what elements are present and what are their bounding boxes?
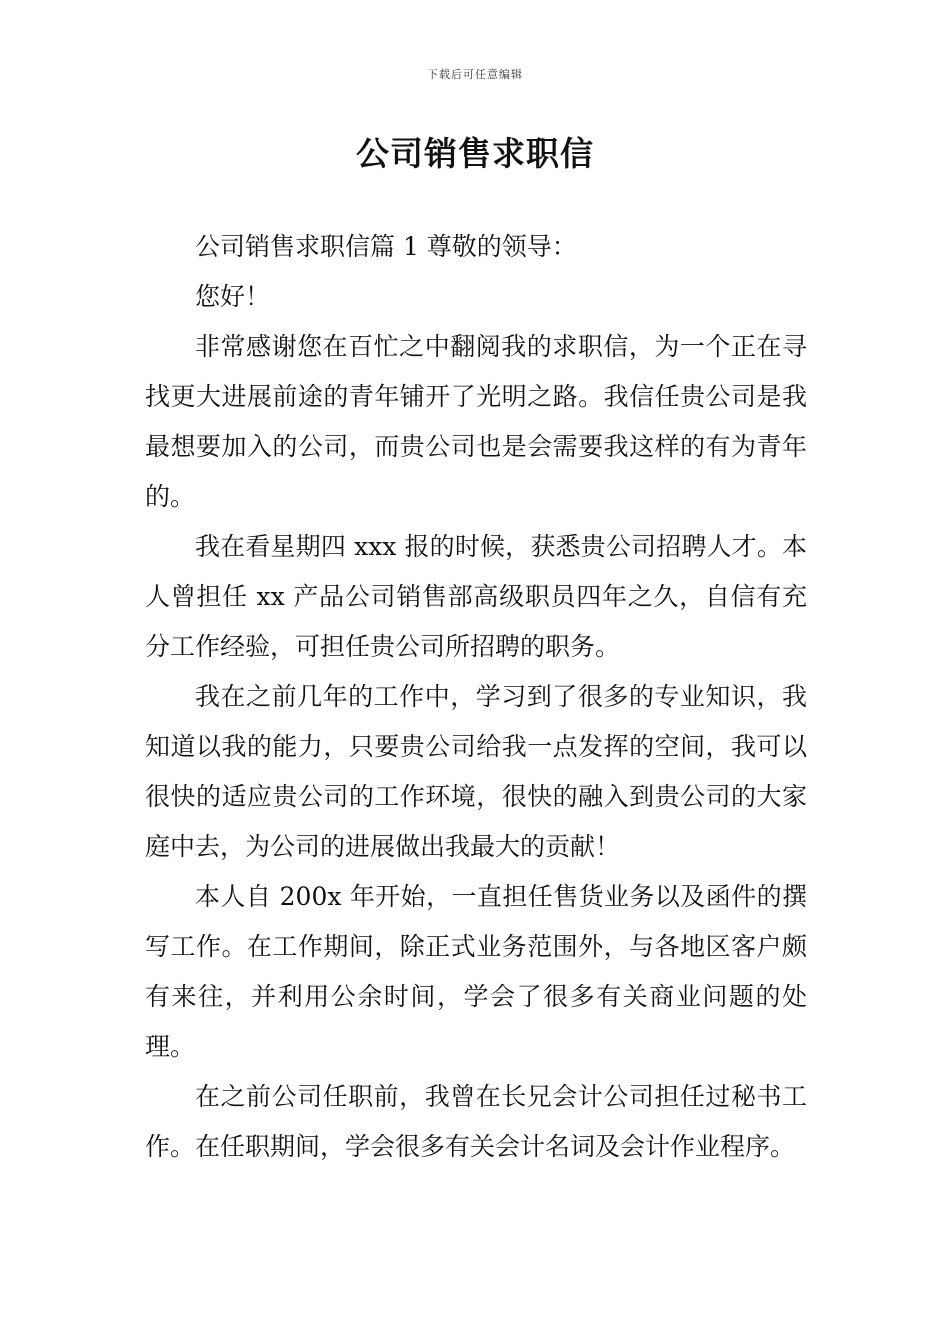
paragraph-prior-job: 在之前公司任职前，我曾在长兄会计公司担任过秘书工作。在任职期间，学会很多有关会计名词及会计作业程序。: [145, 1082, 807, 1161]
document-title: 公司销售求职信: [356, 134, 594, 173]
paragraph-intro: 非常感谢您在百忙之中翻阅我的求职信，为一个正在寻找更大进展前途的青年铺开了光明之路。我信任贵公司是我最想要加入的公司，而贵公司也是会需要我这样的有为青年的。: [145, 332, 807, 511]
paragraph-skills: 我在之前几年的工作中，学习到了很多的专业知识，我知道以我的能力，只要贵公司给我一点发挥的空间，我可以很快的适应贵公司的工作环境，很快的融入到贵公司的大家庭中去，为公司的进展做出我最大的贡献！: [145, 682, 807, 861]
letter-body: [145, 222, 807, 1172]
paragraph-greeting: 您好！: [195, 282, 271, 311]
page-header-note: 下载后可任意编辑: [427, 68, 523, 81]
paragraph-work-history: 本人自 200x 年开始，一直担任售货业务以及函件的撰写工作。在工作期间，除正式业务范围外，与各地区客户颇有来往，并利用公余时间，学会了很多有关商业问题的处理。: [145, 882, 807, 1061]
paragraph-experience: 我在看星期四 xxx 报的时候，获悉贵公司招聘人才。本人曾担任 xx 产品公司销售部高级职员四年之久，自信有充分工作经验，可担任贵公司所招聘的职务。: [145, 532, 807, 661]
paragraph-salutation: 公司销售求职信篇 1 尊敬的领导：: [195, 232, 577, 261]
